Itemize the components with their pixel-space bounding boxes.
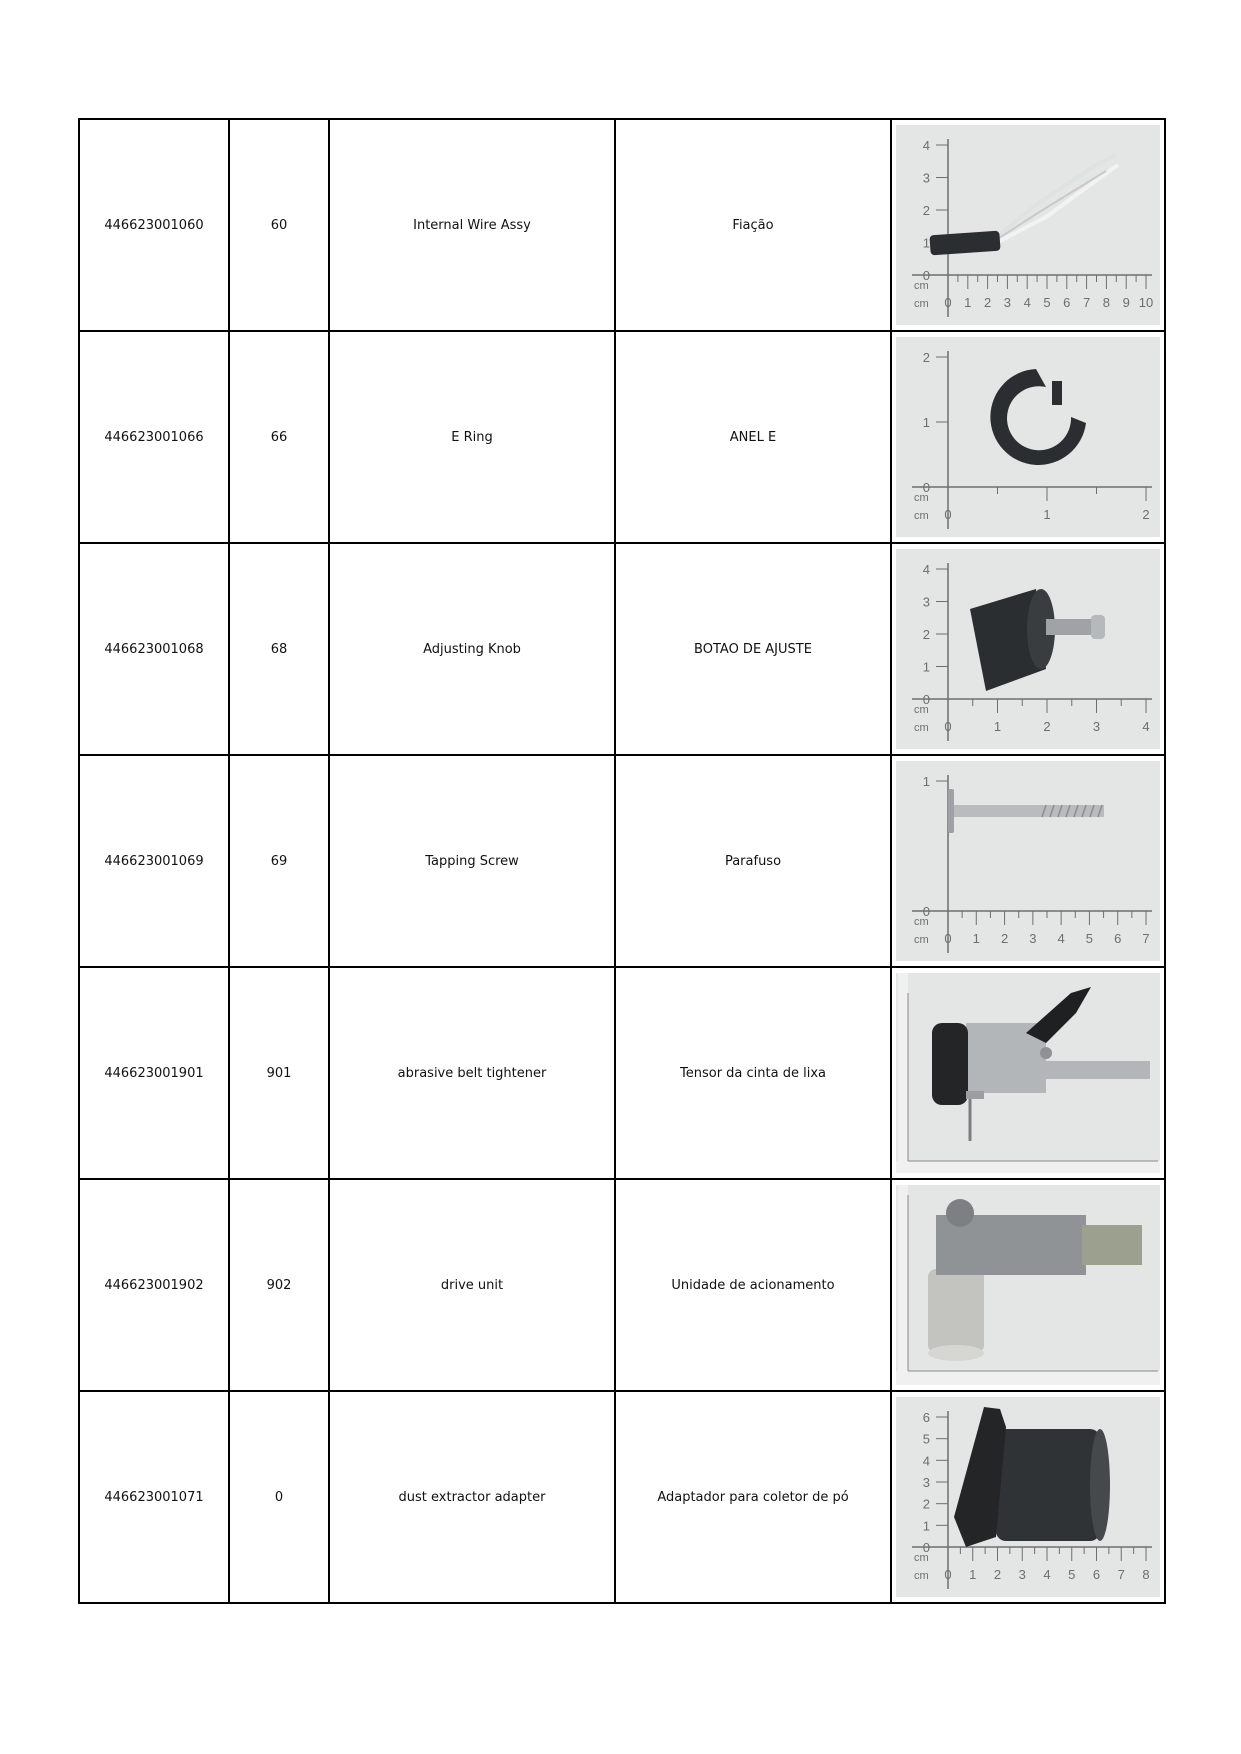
ruler-x-tick-label: 0 [944, 295, 952, 310]
ruler-y-tick-label: 5 [922, 1431, 930, 1447]
ruler-y-tick-label: 1 [922, 235, 930, 251]
part-photo [896, 761, 1160, 961]
belt-tightener-icon [896, 973, 1160, 1173]
ruler-x-tick-label: 1 [972, 931, 980, 946]
ruler-x-tick-label: 5 [1043, 295, 1051, 310]
part-photo [896, 973, 1160, 1173]
part-photo-cell [891, 119, 1165, 331]
ruler-x-tick-label: 2 [1142, 507, 1150, 522]
ruler-y-tick-label: 0 [922, 480, 930, 495]
ruler-x-tick-label: 6 [1114, 931, 1122, 946]
part-number: 446623001071 [79, 1391, 229, 1603]
part-number: 446623001069 [79, 755, 229, 967]
ruler-y-tick-label: 0 [922, 904, 930, 919]
knob-icon [896, 549, 1160, 749]
ruler-unit-label: cm [914, 280, 929, 292]
ruler-y-tick-label: 3 [922, 1475, 930, 1490]
ruler-x-tick-label: 4 [1142, 719, 1150, 734]
part-photo [896, 1397, 1160, 1597]
ruler-y-tick-label: 6 [922, 1410, 930, 1425]
part-photo-cell [891, 967, 1165, 1179]
table-row [79, 755, 1165, 967]
ruler-unit-label: cm [914, 934, 929, 946]
ruler-x-tick-label: 7 [1082, 295, 1091, 310]
ruler-y-tick-label: 4 [922, 1453, 930, 1469]
ruler-x-tick-label: 0 [944, 1567, 952, 1582]
part-number: 446623001060 [79, 119, 229, 331]
position-number: 60 [229, 119, 329, 331]
position-number: 902 [229, 1179, 329, 1391]
ruler-x-tick-label: 2 [983, 295, 992, 310]
ruler-unit-label: cm [914, 492, 929, 504]
parts-table [78, 118, 1166, 1604]
description-en: Adjusting Knob [329, 543, 615, 755]
description-pt: BOTAO DE AJUSTE [615, 543, 891, 755]
ruler-x-tick-label: 6 [1092, 1567, 1101, 1582]
part-photo [896, 125, 1160, 325]
ruler-y-tick-label: 0 [922, 1540, 930, 1555]
ruler-y-tick-label: 1 [922, 774, 930, 789]
ruler-x-tick-label: 8 [1102, 295, 1111, 310]
ruler-y-tick-label: 4 [922, 138, 930, 153]
ruler-x-tick-label: 4 [1043, 1567, 1051, 1582]
position-number: 0 [229, 1391, 329, 1603]
part-photo [896, 1185, 1160, 1385]
adapter-icon [896, 1397, 1160, 1597]
description-pt: ANEL E [615, 331, 891, 543]
ruler-y-tick-label: 2 [922, 627, 930, 642]
part-photo-cell [891, 1391, 1165, 1603]
ruler-x-tick-label: 2 [1000, 931, 1009, 946]
wire-icon [896, 125, 1160, 325]
description-en: drive unit [329, 1179, 615, 1391]
ruler-x-tick-label: 10 [1138, 295, 1154, 310]
drive-unit-icon [896, 1185, 1160, 1385]
position-number: 69 [229, 755, 329, 967]
ruler-unit-label: cm [914, 1570, 929, 1582]
ruler-x-tick-label: 2 [1043, 719, 1051, 734]
description-pt: Tensor da cinta de lixa [615, 967, 891, 1179]
ruler-x-tick-label: 7 [1117, 1567, 1125, 1582]
ruler-x-tick-label: 8 [1142, 1567, 1150, 1582]
description-en: E Ring [329, 331, 615, 543]
ruler-y-tick-label: 0 [922, 268, 930, 283]
ruler-y-tick-label: 3 [922, 594, 930, 610]
ruler-x-tick-label: 4 [1023, 295, 1031, 310]
ruler-unit-label: cm [914, 298, 929, 310]
part-photo-cell [891, 755, 1165, 967]
table-row [79, 1179, 1165, 1391]
e-ring-icon [896, 337, 1160, 537]
part-number: 446623001902 [79, 1179, 229, 1391]
ruler-x-tick-label: 0 [944, 719, 952, 734]
table-row [79, 543, 1165, 755]
part-photo-cell [891, 331, 1165, 543]
ruler-y-tick-label: 1 [922, 659, 930, 675]
ruler-x-tick-label: 2 [993, 1567, 1002, 1582]
part-photo-cell [891, 543, 1165, 755]
description-en: Internal Wire Assy [329, 119, 615, 331]
position-number: 66 [229, 331, 329, 543]
ruler-x-tick-label: 5 [1085, 931, 1094, 946]
ruler-y-tick-label: 2 [922, 203, 930, 218]
ruler-y-tick-label: 3 [922, 170, 930, 186]
ruler-y-tick-label: 1 [922, 1518, 930, 1534]
ruler-x-tick-label: 9 [1122, 295, 1130, 310]
ruler-x-tick-label: 1 [993, 719, 1002, 734]
part-number: 446623001068 [79, 543, 229, 755]
description-pt: Unidade de acionamento [615, 1179, 891, 1391]
description-pt: Fiação [615, 119, 891, 331]
ruler-unit-label: cm [914, 1552, 929, 1564]
ruler-x-tick-label: 1 [969, 1567, 977, 1582]
table-row [79, 119, 1165, 331]
part-number: 446623001901 [79, 967, 229, 1179]
ruler-x-tick-label: 3 [1003, 295, 1012, 310]
ruler-x-tick-label: 0 [944, 931, 952, 946]
ruler-unit-label: cm [914, 704, 929, 716]
part-photo [896, 337, 1160, 537]
screw-icon [896, 761, 1160, 961]
position-number: 901 [229, 967, 329, 1179]
part-photo-cell [891, 1179, 1165, 1391]
ruler-y-tick-label: 2 [922, 1496, 930, 1512]
ruler-x-tick-label: 0 [944, 507, 952, 522]
ruler-x-tick-label: 3 [1018, 1567, 1026, 1582]
ruler-x-tick-label: 7 [1142, 931, 1150, 946]
table-row [79, 1391, 1165, 1603]
ruler-x-tick-label: 1 [1043, 507, 1051, 522]
description-en: abrasive belt tightener [329, 967, 615, 1179]
description-en: dust extractor adapter [329, 1391, 615, 1603]
description-en: Tapping Screw [329, 755, 615, 967]
ruler-x-tick-label: 1 [964, 295, 972, 310]
ruler-unit-label: cm [914, 916, 929, 928]
ruler-y-tick-label: 1 [922, 415, 930, 430]
ruler-x-tick-label: 3 [1029, 931, 1037, 946]
ruler-unit-label: cm [914, 510, 929, 522]
ruler-y-tick-label: 0 [922, 692, 930, 707]
table-row [79, 331, 1165, 543]
part-number: 446623001066 [79, 331, 229, 543]
description-pt: Parafuso [615, 755, 891, 967]
part-photo [896, 549, 1160, 749]
ruler-x-tick-label: 6 [1063, 295, 1071, 310]
ruler-x-tick-label: 5 [1068, 1567, 1076, 1582]
ruler-x-tick-label: 4 [1057, 931, 1065, 946]
ruler-y-tick-label: 2 [922, 350, 930, 365]
description-pt: Adaptador para coletor de pó [615, 1391, 891, 1603]
ruler-y-tick-label: 4 [922, 562, 930, 577]
table-row [79, 967, 1165, 1179]
ruler-unit-label: cm [914, 722, 929, 734]
position-number: 68 [229, 543, 329, 755]
ruler-x-tick-label: 3 [1092, 719, 1101, 734]
